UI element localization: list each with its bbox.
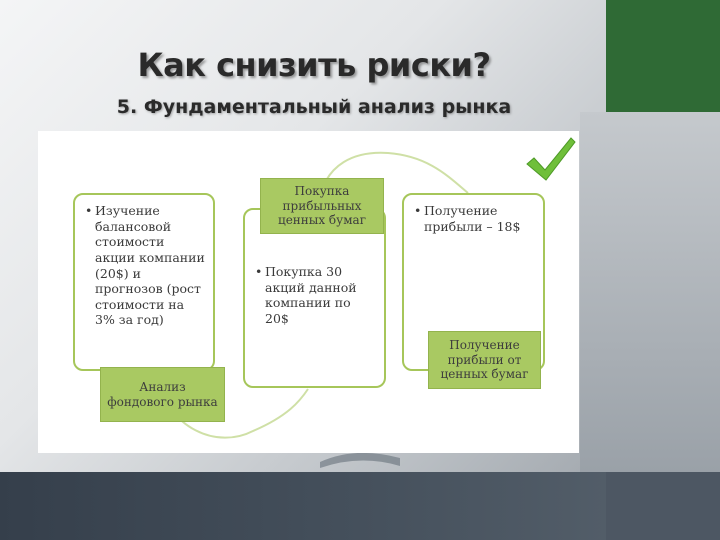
step-label-analysis: Анализ фондового рынка — [100, 367, 225, 422]
step-label-profit: Получение прибыли от ценных бумаг — [428, 331, 541, 389]
slide-title: Как снизить риски? — [137, 46, 491, 84]
step-bullet: • Изучение балансовой стоимости акции компании (20$) и прогнозов (рост стоимости на 3% за год) — [95, 203, 205, 328]
bottom-corner-tab — [606, 472, 720, 540]
step-bullet: • Покупка 30 акций данной компании по 20$ — [265, 264, 376, 327]
step-bullet: • Получение прибыли – 18$ — [424, 203, 535, 234]
diagram-panel — [38, 131, 579, 453]
check-mark-icon — [525, 134, 577, 186]
decorative-side-gradient — [580, 112, 720, 472]
step-box-purchase — [243, 208, 386, 388]
step-box-analysis — [73, 193, 215, 371]
slide-subtitle: 5. Фундаментальный анализ рынка — [116, 96, 512, 118]
step-label-purchase: Покупка прибыльных ценных бумаг — [260, 178, 384, 234]
